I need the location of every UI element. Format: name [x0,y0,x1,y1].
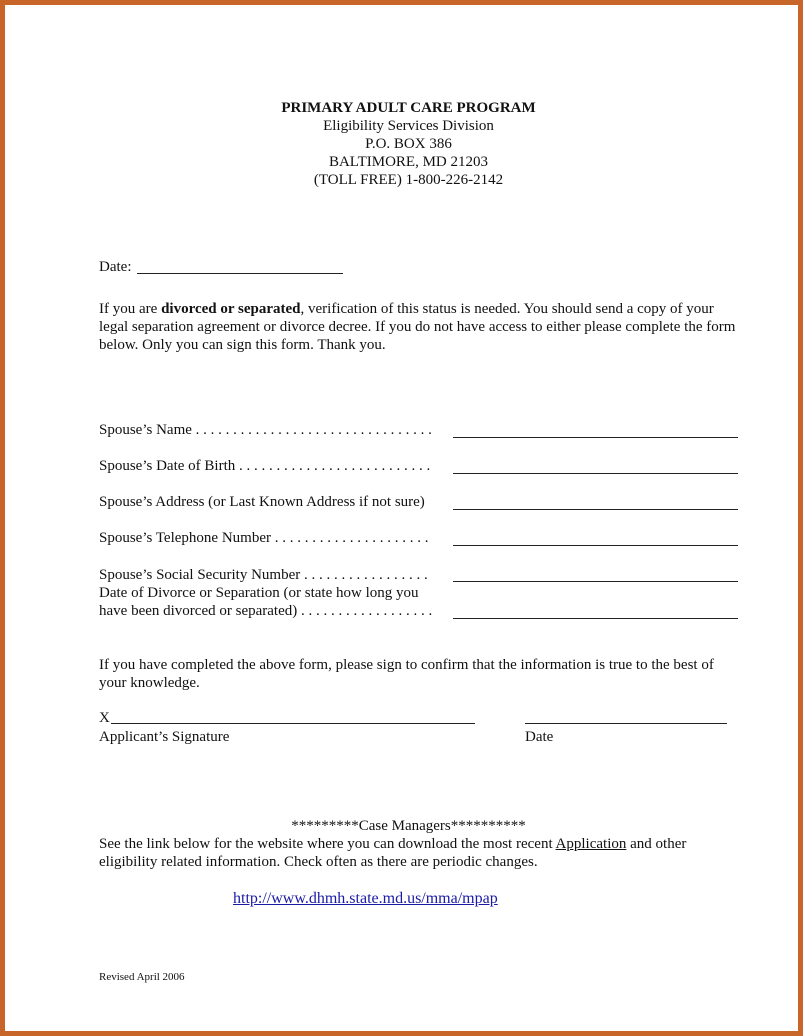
intro-bold-status: divorced or separated [161,301,301,317]
city-address: BALTIMORE, MD 21203 [328,154,489,170]
spouse-address-label: Spouse’s Address (or Last Known Address if not sure) [99,494,425,510]
confirm-paragraph: If you have completed the above form, please sign to confirm that the information is true to the best of your knowledge. [99,657,714,691]
toll-free-phone: (TOLL FREE) 1-800-226-2142 [313,172,504,188]
spouse-ssn-line[interactable] [453,581,738,582]
spouse-ssn-label: Spouse’s Social Security Number . . . . . . . . . . . . . . . . . [99,567,428,583]
intro-text-rest: , verification of this status is needed. You should send a copy of your legal separation agreement or divorce decree. If you do not have access to either please complete the form below. Only you can sign this form. Thank you. [99,301,736,353]
divorce-date-line[interactable] [453,618,738,619]
spouse-dob-label: Spouse’s Date of Birth . . . . . . . . . . . . . . . . . . . . . . . . . . [99,458,431,474]
letterhead [0,99,803,189]
division-name: Eligibility Services Division [323,118,494,134]
case-managers-text [99,835,739,871]
spouse-name-line[interactable] [453,437,738,438]
case-managers-text-start: See the link below for the website where you can download the most recent [99,836,556,852]
revised-date: Revised April 2006 [99,971,185,983]
divorce-date-label-line1: Date of Divorce or Separation (or state how long you [99,585,419,601]
signature-line[interactable] [111,723,475,724]
spouse-phone-line[interactable] [453,545,738,546]
po-box: P.O. BOX 386 [365,136,452,152]
mpap-website-link[interactable] [233,889,498,908]
mpap-url[interactable]: http://www.dhmh.state.md.us/mma/mpap [233,890,498,907]
spouse-dob-line[interactable] [453,473,738,474]
case-managers-text-end: and other eligibility related information. Check often as there are periodic changes. [99,836,687,870]
spouse-name-label: Spouse’s Name . . . . . . . . . . . . . . . . . . . . . . . . . . . . . . . . [99,422,432,438]
intro-text-start: If you are [99,301,162,317]
case-managers-heading: *********Case Managers********** [291,818,526,834]
applicant-signature-label: Applicant’s Signature [99,729,230,745]
signature-date-label: Date [525,729,554,745]
spouse-phone-label: Spouse’s Telephone Number . . . . . . . . . . . . . . . . . . . . . [99,530,429,546]
program-title: PRIMARY ADULT CARE PROGRAM [281,100,536,116]
date-input-line[interactable] [137,273,343,274]
application-word: Application [555,836,627,852]
divorce-date-label-line2: have been divorced or separated) . . . . . . . . . . . . . . . . . . [99,603,433,619]
date-label: Date: [99,259,132,275]
spouse-address-line[interactable] [453,509,738,510]
intro-paragraph [99,300,739,354]
signature-date-line[interactable] [525,723,727,724]
signature-x-mark: X [99,710,110,726]
